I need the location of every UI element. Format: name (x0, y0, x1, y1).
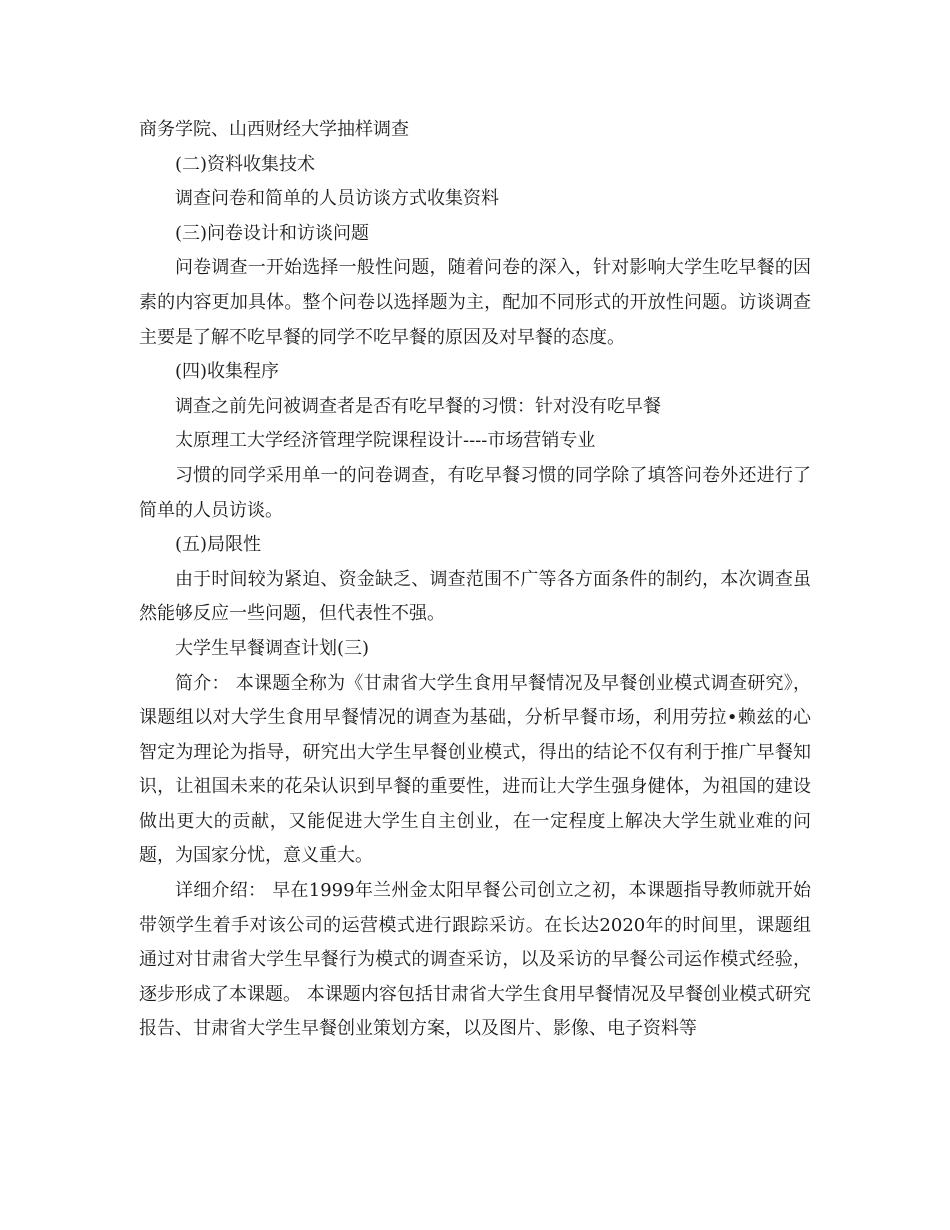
paragraph-questionnaire: 问卷调查一开始选择一般性问题，随着问卷的深入，针对影响大学生吃早餐的因素的内容更加具体。整个问卷以选择题为主，配加不同形式的开放性问题。访谈调查主要是了解不吃早餐的同学不吃早餐的原因及对早餐的态度。 (139, 257, 811, 348)
paragraph-introduction: 简介： 本课题全称为《甘肃省大学生食用早餐情况及早餐创业模式调查研究》，课题组以对大学生食用早餐情况的调查为基础，分析早餐市场，利用劳拉•赖兹的心智定为理论为指导，研究出大学生早餐创业模式，得出的结论不仅有利于推广早餐知识，让祖国未来的花朵认识到早餐的重要性，进而让大学生强身健体，为祖国的建设做出更大的贡献，又能促进大学生自主创业，在一定程度上解决大学生就业难的问题，为国家分忧，意义重大。 (139, 672, 811, 867)
paragraph-limitations: 由于时间较为紧迫、资金缺乏、调查范围不广等各方面条件的制约，本次调查虽然能够反应一些问题，但代表性不强。 (139, 568, 811, 625)
paragraph-continuation: 商务学院、山西财经大学抽样调查 (139, 119, 409, 140)
section-heading-limitations: (五)局限性 (175, 534, 262, 556)
paragraph-collection-method: 调查问卷和简单的人员访谈方式收集资料 (175, 188, 499, 210)
section-heading-data-collection: (二)资料收集技术 (175, 153, 316, 175)
section-heading-questionnaire: (三)问卷设计和访谈问题 (175, 222, 370, 244)
running-header-line: 太原理工大学经济管理学院课程设计----市场营销专业 (175, 430, 596, 452)
document-body (139, 113, 811, 1047)
paragraph-procedure: 调查之前先问被调查者是否有吃早餐的习惯：针对没有吃早餐 (175, 395, 661, 417)
paragraph-detailed-introduction: 详细介绍： 早在1999年兰州金太阳早餐公司创立之初，本课题指导教师就开始带领学生着手对该公司的运营模式进行跟踪采访。在长达2020年的时间里，课题组通过对甘肃省大学生早餐行为模式的调查采访，以及采访的早餐公司运作模式经验，逐步形成了本课题。 本课题内容包括甘肃省大学生食用早餐情况及早餐创业模式研究报告、甘肃省大学生早餐创业策划方案，以及图片、影像、电子资料等 (139, 880, 811, 1040)
section-heading-procedure: (四)收集程序 (175, 361, 280, 383)
document-subtitle: 大学生早餐调查计划(三) (175, 637, 370, 659)
paragraph-procedure-cont: 习惯的同学采用单一的问卷调查，有吃早餐习惯的同学除了填答问卷外还进行了简单的人员访谈。 (139, 464, 811, 521)
